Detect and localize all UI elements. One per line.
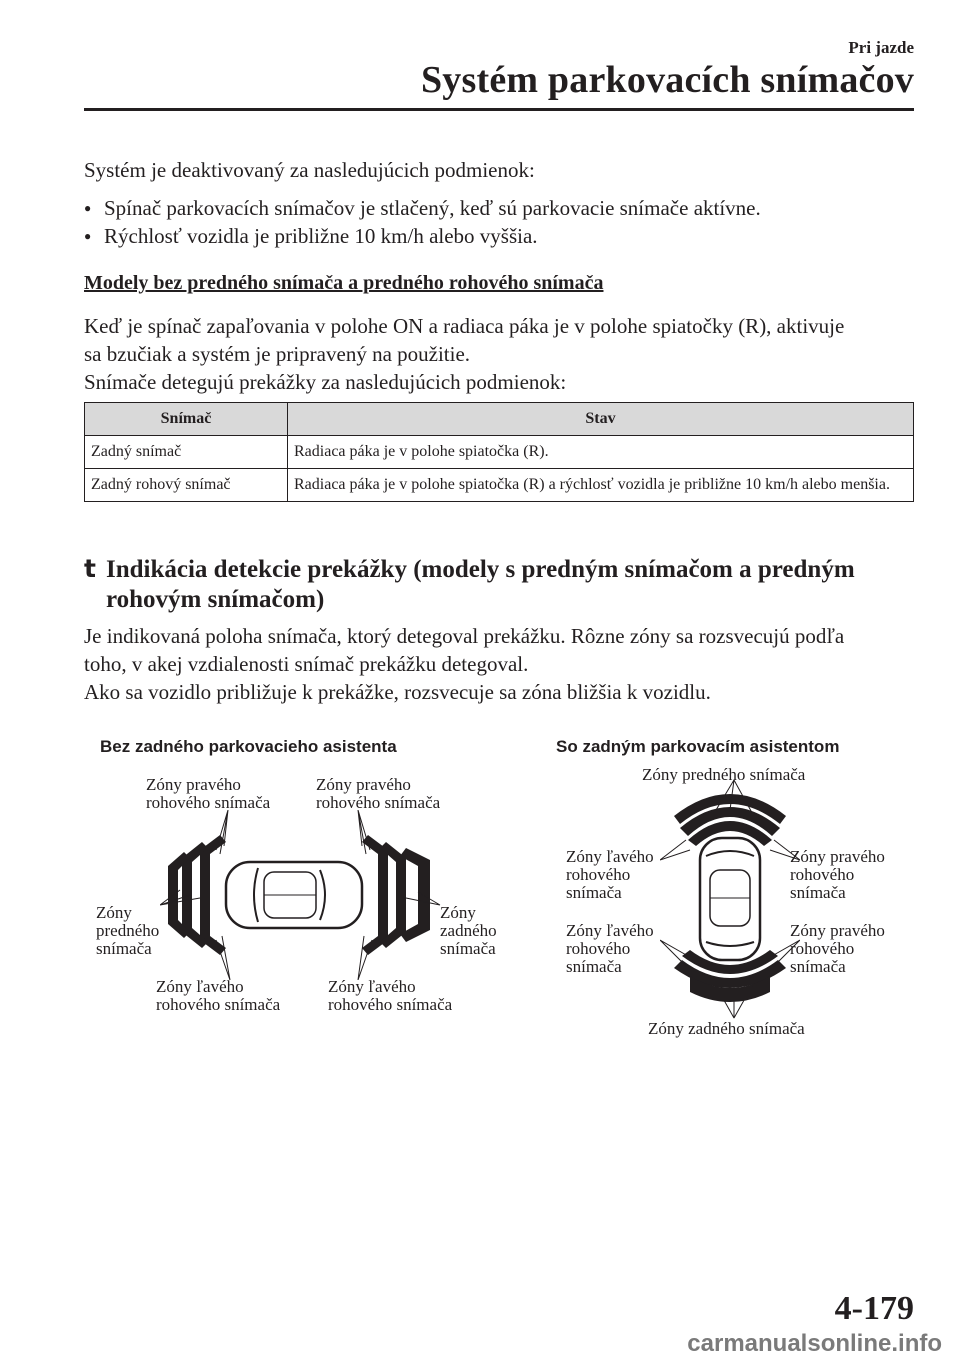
label-line: snímača bbox=[790, 957, 846, 976]
table-header-row bbox=[85, 403, 914, 436]
label-right-corner-rear bbox=[790, 922, 885, 976]
label-left-corner-front bbox=[566, 848, 654, 902]
label-line: Zóny ľavého bbox=[156, 977, 244, 996]
footer-watermark-link[interactable]: carmanualsonline.info bbox=[687, 1330, 942, 1357]
column-header: Snímač bbox=[85, 403, 288, 436]
heading-line: Indikácia detekcie prekážky (modely s predným snímačom a predným bbox=[106, 556, 855, 583]
label-line: predného bbox=[96, 921, 160, 940]
table-cell: Radiaca páka je v polohe spiatočka (R) a rýchlosť vozidla je približne 10 km/h alebo menšia. bbox=[288, 469, 914, 502]
title-divider bbox=[84, 108, 914, 111]
label-line: snímača bbox=[96, 939, 152, 958]
sensor-condition-table bbox=[84, 402, 914, 502]
label-right-corner-rear bbox=[316, 776, 440, 812]
label-left-corner-front bbox=[156, 978, 280, 1014]
heading-line: rohovým snímačom) bbox=[106, 586, 325, 613]
label-line: rohového snímača bbox=[156, 995, 281, 1014]
label-line: Zóny ľavého bbox=[566, 847, 654, 866]
table-row bbox=[85, 436, 914, 469]
label-line: Zóny pravého bbox=[790, 921, 885, 940]
table-cell: Radiaca páka je v polohe spiatočka (R). bbox=[288, 436, 914, 469]
section-label: Pri jazde bbox=[848, 38, 914, 57]
label-right-corner-front bbox=[790, 848, 885, 902]
car-top-view bbox=[700, 838, 760, 960]
table-row bbox=[85, 469, 914, 502]
label-line: rohového snímača bbox=[328, 995, 453, 1014]
paragraph: Ako sa vozidlo približuje k prekážke, rozsvecuje sa zóna bližšia k vozidlu. bbox=[84, 680, 711, 704]
section-heading bbox=[84, 554, 884, 615]
paragraph: sa bzučiak a systém je pripravený na použitie. bbox=[84, 342, 471, 366]
label-line: rohového bbox=[790, 865, 855, 884]
paragraph: Je indikovaná poloha snímača, ktorý detegoval prekážku. Rôzne zóny sa rozsvecujú podľa bbox=[84, 624, 845, 648]
diagram-left-illustration bbox=[160, 810, 450, 980]
label-line: rohového snímača bbox=[146, 793, 271, 812]
label-line: rohového bbox=[566, 939, 631, 958]
table-cell: Zadný snímač bbox=[85, 436, 288, 469]
condition-list bbox=[84, 194, 761, 250]
paragraph: Keď je spínač zapaľovania v polohe ON a radiaca páka je v polohe spiatočky (R), aktivuje bbox=[84, 314, 845, 338]
label-line: Zóny bbox=[440, 903, 476, 922]
heading-marker: t bbox=[84, 554, 96, 583]
label-line: snímača bbox=[440, 939, 496, 958]
label-line: zadného bbox=[440, 921, 497, 940]
diagram-title: Bez zadného parkovacieho asistenta bbox=[100, 737, 397, 756]
rear-sensor-zones bbox=[362, 835, 430, 955]
subsection-heading: Modely bez predného snímača a predného rohového snímača bbox=[84, 272, 604, 294]
label-left-corner-rear bbox=[328, 978, 452, 1014]
label-line: rohového bbox=[790, 939, 855, 958]
label-left-corner-rear bbox=[566, 922, 654, 976]
front-sensor-zones bbox=[168, 835, 226, 955]
diagram-title: So zadným parkovacím asistentom bbox=[556, 737, 840, 756]
label-line: Zóny pravého bbox=[790, 847, 885, 866]
label-line: Zóny ľavého bbox=[328, 977, 416, 996]
label-line: Zóny bbox=[96, 903, 132, 922]
label-line: snímača bbox=[566, 883, 622, 902]
table-cell: Zadný rohový snímač bbox=[85, 469, 288, 502]
label-line: Zóny pravého bbox=[316, 775, 411, 794]
label-front-zones bbox=[96, 904, 159, 958]
label-line: rohového snímača bbox=[316, 793, 441, 812]
label-line: snímača bbox=[566, 957, 622, 976]
label-line: snímača bbox=[790, 883, 846, 902]
label-right-corner-front bbox=[146, 776, 270, 812]
label-line: Zóny ľavého bbox=[566, 921, 654, 940]
page-title: Systém parkovacích snímačov bbox=[420, 59, 914, 101]
page-number: 4-179 bbox=[834, 1290, 914, 1327]
label-front-zones: Zóny predného snímača bbox=[642, 765, 806, 784]
label-rear-zones: Zóny zadného snímača bbox=[648, 1019, 805, 1038]
label-line: Zóny pravého bbox=[146, 775, 241, 794]
diagram-right-illustration bbox=[660, 780, 800, 1020]
paragraph: toho, v akej vzdialenosti snímač prekážku detegoval. bbox=[84, 652, 529, 676]
car-top-view bbox=[226, 862, 362, 928]
list-item: ● Spínač parkovacích snímačov je stlačený, keď sú parkovacie snímače aktívne. bbox=[84, 194, 761, 222]
column-header: Stav bbox=[288, 403, 914, 436]
list-item: ● Rýchlosť vozidla je približne 10 km/h alebo vyššia. bbox=[84, 222, 761, 250]
label-line: rohového bbox=[566, 865, 631, 884]
intro-text: Systém je deaktivovaný za nasledujúcich podmienok: bbox=[84, 158, 535, 182]
paragraph: Snímače detegujú prekážky za nasledujúcich podmienok: bbox=[84, 370, 567, 394]
